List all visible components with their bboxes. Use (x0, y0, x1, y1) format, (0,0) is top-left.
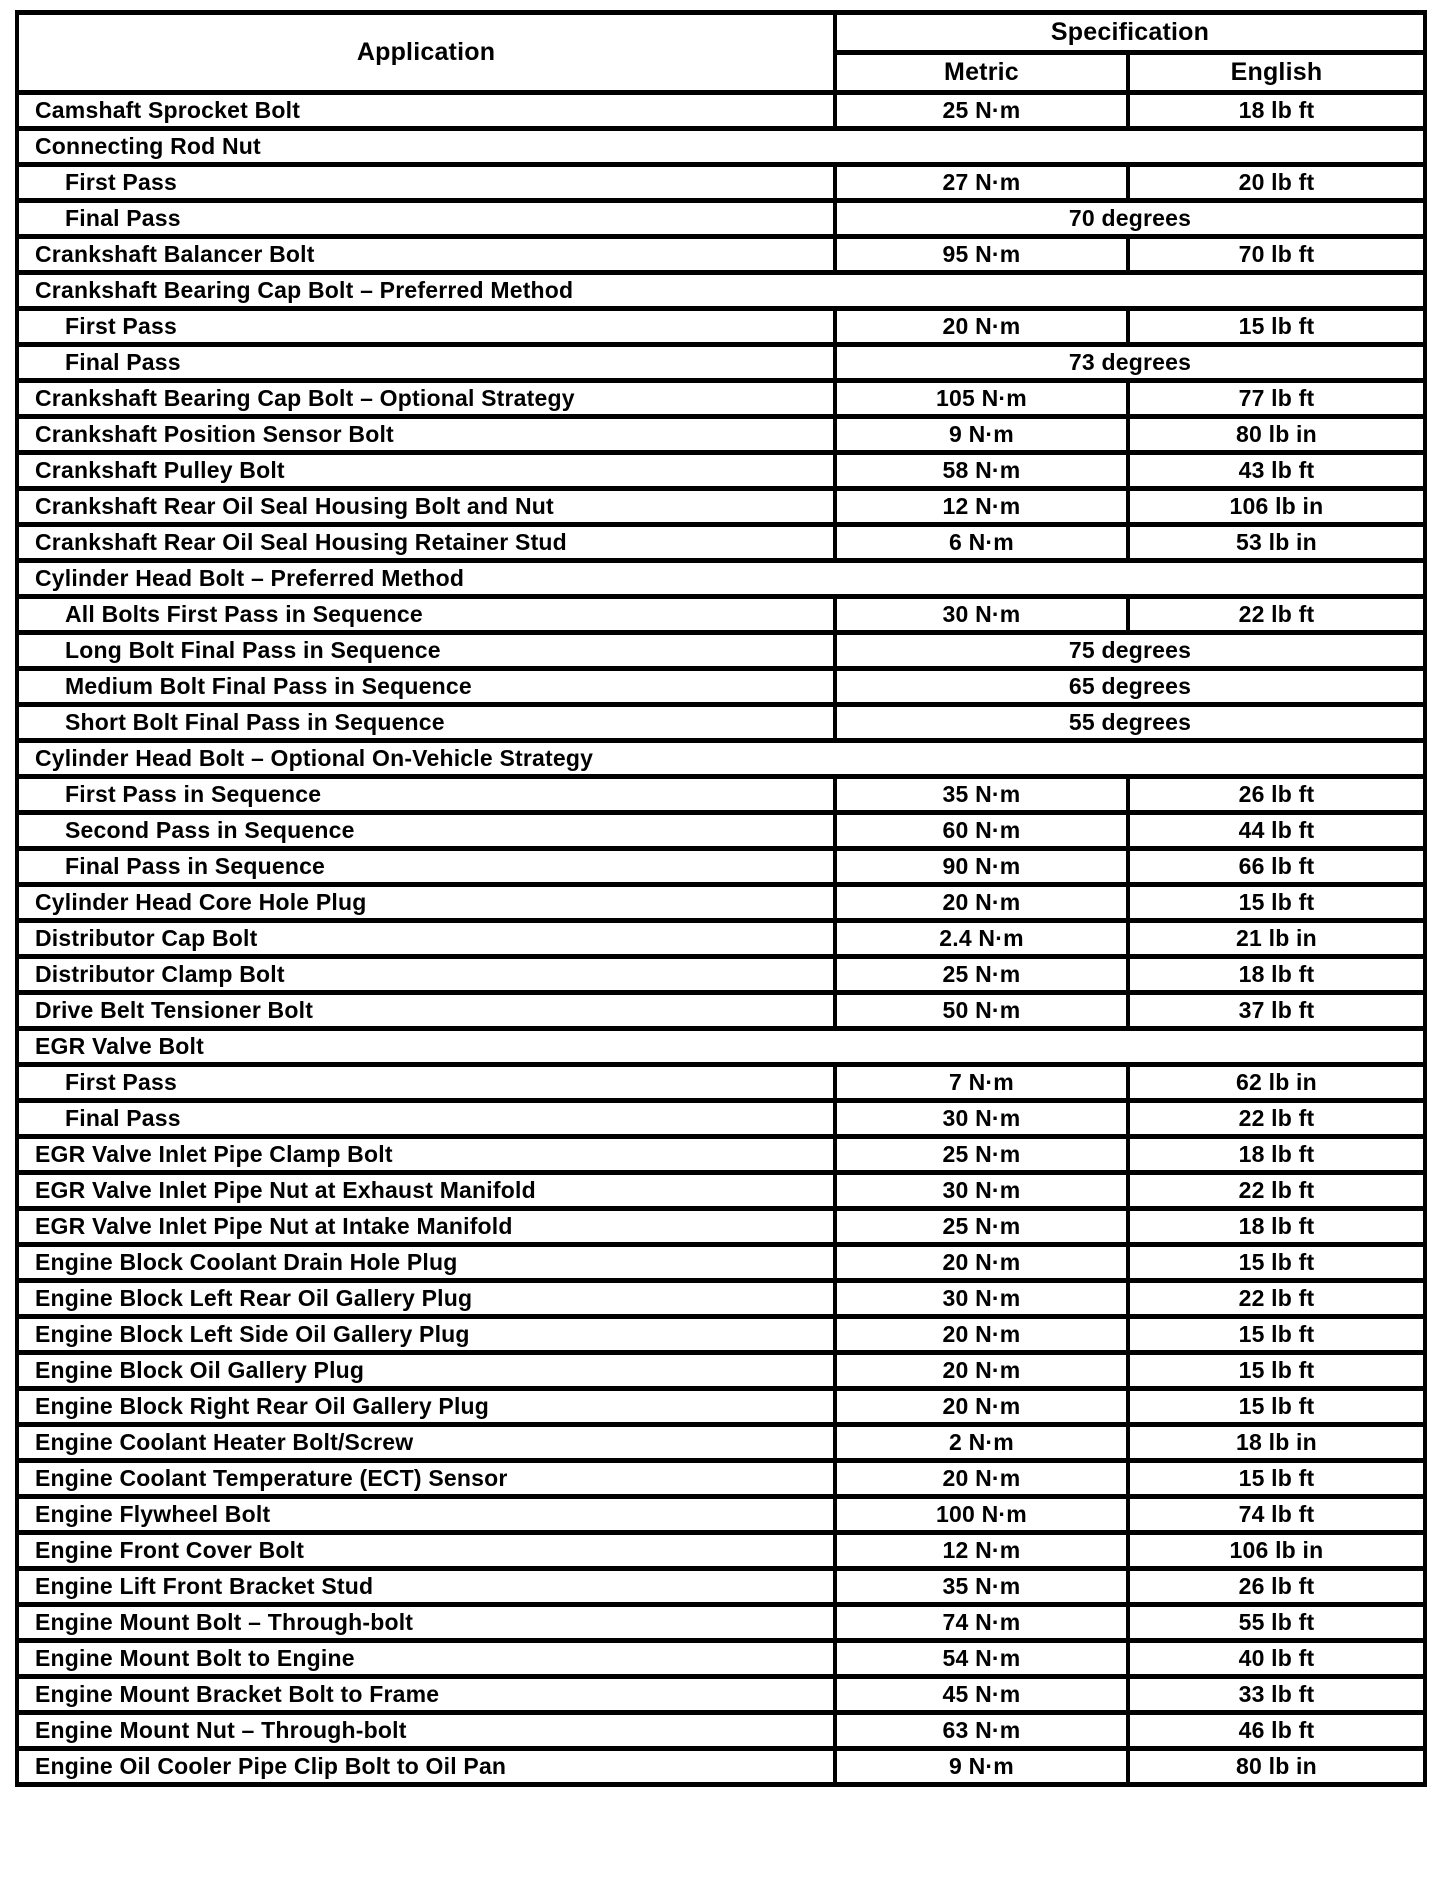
application-cell: First Pass (17, 309, 835, 345)
application-cell: Engine Coolant Heater Bolt/Screw (17, 1425, 835, 1461)
application-cell: Final Pass (17, 345, 835, 381)
column-header-specification: Specification (835, 13, 1425, 53)
table-row (17, 93, 1425, 129)
application-cell: Engine Mount Bracket Bolt to Frame (17, 1677, 835, 1713)
application-cell: All Bolts First Pass in Sequence (17, 597, 835, 633)
english-value-cell: 80 lb in (1128, 1749, 1425, 1785)
table-row (17, 1245, 1425, 1281)
metric-value-cell: 20 N·m (835, 1317, 1128, 1353)
section-label-cell: Cylinder Head Bolt – Preferred Method (17, 561, 1425, 597)
table-row (17, 669, 1425, 705)
application-cell: Engine Block Left Rear Oil Gallery Plug (17, 1281, 835, 1317)
english-value-cell: 18 lb ft (1128, 1209, 1425, 1245)
table-row (17, 1533, 1425, 1569)
english-value-cell: 44 lb ft (1128, 813, 1425, 849)
application-cell: Final Pass (17, 201, 835, 237)
english-value-cell: 62 lb in (1128, 1065, 1425, 1101)
metric-value-cell: 6 N·m (835, 525, 1128, 561)
metric-value-cell: 12 N·m (835, 489, 1128, 525)
table-row (17, 813, 1425, 849)
metric-value-cell: 9 N·m (835, 417, 1128, 453)
table-row (17, 1749, 1425, 1785)
application-cell: Final Pass (17, 1101, 835, 1137)
table-row (17, 1065, 1425, 1101)
english-value-cell: 20 lb ft (1128, 165, 1425, 201)
column-header-english: English (1128, 53, 1425, 93)
english-value-cell: 70 lb ft (1128, 237, 1425, 273)
application-cell: Engine Lift Front Bracket Stud (17, 1569, 835, 1605)
metric-value-cell: 2.4 N·m (835, 921, 1128, 957)
application-cell: Final Pass in Sequence (17, 849, 835, 885)
table-body (17, 93, 1425, 1785)
english-value-cell: 15 lb ft (1128, 1317, 1425, 1353)
section-row (17, 561, 1425, 597)
application-cell: Distributor Clamp Bolt (17, 957, 835, 993)
metric-value-cell: 30 N·m (835, 1101, 1128, 1137)
english-value-cell: 21 lb in (1128, 921, 1425, 957)
application-cell: Engine Coolant Temperature (ECT) Sensor (17, 1461, 835, 1497)
application-cell: Engine Flywheel Bolt (17, 1497, 835, 1533)
metric-value-cell: 20 N·m (835, 1461, 1128, 1497)
metric-value-cell: 25 N·m (835, 1137, 1128, 1173)
english-value-cell: 22 lb ft (1128, 597, 1425, 633)
table-row (17, 633, 1425, 669)
application-cell: Crankshaft Pulley Bolt (17, 453, 835, 489)
table-row (17, 1209, 1425, 1245)
english-value-cell: 53 lb in (1128, 525, 1425, 561)
section-row (17, 741, 1425, 777)
table-row (17, 1101, 1425, 1137)
table-row (17, 1497, 1425, 1533)
english-value-cell: 15 lb ft (1128, 1461, 1425, 1497)
table-row (17, 417, 1425, 453)
table-row (17, 381, 1425, 417)
application-cell: Cylinder Head Core Hole Plug (17, 885, 835, 921)
application-cell: Engine Oil Cooler Pipe Clip Bolt to Oil Pan (17, 1749, 835, 1785)
table-row (17, 1713, 1425, 1749)
metric-value-cell: 25 N·m (835, 93, 1128, 129)
english-value-cell: 22 lb ft (1128, 1173, 1425, 1209)
section-label-cell: Cylinder Head Bolt – Optional On-Vehicle Strategy (17, 741, 1425, 777)
metric-value-cell: 100 N·m (835, 1497, 1128, 1533)
metric-value-cell: 95 N·m (835, 237, 1128, 273)
english-value-cell: 15 lb ft (1128, 1245, 1425, 1281)
application-cell: Second Pass in Sequence (17, 813, 835, 849)
english-value-cell: 18 lb in (1128, 1425, 1425, 1461)
table-row (17, 525, 1425, 561)
table-row (17, 1641, 1425, 1677)
metric-value-cell: 20 N·m (835, 309, 1128, 345)
english-value-cell: 15 lb ft (1128, 1353, 1425, 1389)
application-cell: EGR Valve Inlet Pipe Clamp Bolt (17, 1137, 835, 1173)
application-cell: Camshaft Sprocket Bolt (17, 93, 835, 129)
table-row (17, 309, 1425, 345)
application-cell: First Pass (17, 165, 835, 201)
table-row (17, 453, 1425, 489)
metric-value-cell: 7 N·m (835, 1065, 1128, 1101)
table-row (17, 1605, 1425, 1641)
metric-value-cell: 35 N·m (835, 777, 1128, 813)
english-value-cell: 37 lb ft (1128, 993, 1425, 1029)
torque-specification-table (15, 10, 1427, 1787)
metric-value-cell: 90 N·m (835, 849, 1128, 885)
metric-value-cell: 20 N·m (835, 885, 1128, 921)
metric-value-cell: 2 N·m (835, 1425, 1128, 1461)
column-header-metric: Metric (835, 53, 1128, 93)
english-value-cell: 74 lb ft (1128, 1497, 1425, 1533)
english-value-cell: 43 lb ft (1128, 453, 1425, 489)
application-cell: Crankshaft Balancer Bolt (17, 237, 835, 273)
english-value-cell: 80 lb in (1128, 417, 1425, 453)
application-cell: Engine Mount Bolt to Engine (17, 1641, 835, 1677)
english-value-cell: 66 lb ft (1128, 849, 1425, 885)
application-cell: Short Bolt Final Pass in Sequence (17, 705, 835, 741)
english-value-cell: 106 lb in (1128, 489, 1425, 525)
degrees-value-cell: 55 degrees (835, 705, 1425, 741)
table-row (17, 1677, 1425, 1713)
english-value-cell: 77 lb ft (1128, 381, 1425, 417)
table-row (17, 1173, 1425, 1209)
english-value-cell: 106 lb in (1128, 1533, 1425, 1569)
table-row (17, 1425, 1425, 1461)
application-cell: Crankshaft Position Sensor Bolt (17, 417, 835, 453)
english-value-cell: 46 lb ft (1128, 1713, 1425, 1749)
table-row (17, 993, 1425, 1029)
header-row-specification (17, 13, 1425, 53)
metric-value-cell: 20 N·m (835, 1389, 1128, 1425)
degrees-value-cell: 73 degrees (835, 345, 1425, 381)
table-row (17, 237, 1425, 273)
english-value-cell: 26 lb ft (1128, 777, 1425, 813)
metric-value-cell: 60 N·m (835, 813, 1128, 849)
metric-value-cell: 20 N·m (835, 1245, 1128, 1281)
application-cell: First Pass (17, 1065, 835, 1101)
metric-value-cell: 25 N·m (835, 957, 1128, 993)
table-row (17, 921, 1425, 957)
english-value-cell: 18 lb ft (1128, 93, 1425, 129)
table-row (17, 165, 1425, 201)
application-cell: Long Bolt Final Pass in Sequence (17, 633, 835, 669)
english-value-cell: 15 lb ft (1128, 885, 1425, 921)
application-cell: Engine Block Left Side Oil Gallery Plug (17, 1317, 835, 1353)
application-cell: Engine Mount Bolt – Through-bolt (17, 1605, 835, 1641)
metric-value-cell: 45 N·m (835, 1677, 1128, 1713)
application-cell: EGR Valve Inlet Pipe Nut at Intake Manifold (17, 1209, 835, 1245)
table-row (17, 1137, 1425, 1173)
metric-value-cell: 12 N·m (835, 1533, 1128, 1569)
english-value-cell: 26 lb ft (1128, 1569, 1425, 1605)
metric-value-cell: 54 N·m (835, 1641, 1128, 1677)
table-row (17, 957, 1425, 993)
table-header (17, 13, 1425, 93)
table-row (17, 885, 1425, 921)
application-cell: Engine Block Right Rear Oil Gallery Plug (17, 1389, 835, 1425)
metric-value-cell: 58 N·m (835, 453, 1128, 489)
table-row (17, 777, 1425, 813)
table-row (17, 1389, 1425, 1425)
table-row (17, 597, 1425, 633)
table-row (17, 705, 1425, 741)
table-row (17, 1353, 1425, 1389)
metric-value-cell: 63 N·m (835, 1713, 1128, 1749)
metric-value-cell: 30 N·m (835, 597, 1128, 633)
table-row (17, 489, 1425, 525)
application-cell: Engine Mount Nut – Through-bolt (17, 1713, 835, 1749)
degrees-value-cell: 70 degrees (835, 201, 1425, 237)
application-cell: First Pass in Sequence (17, 777, 835, 813)
section-row (17, 273, 1425, 309)
english-value-cell: 40 lb ft (1128, 1641, 1425, 1677)
section-label-cell: EGR Valve Bolt (17, 1029, 1425, 1065)
table-row (17, 1461, 1425, 1497)
metric-value-cell: 20 N·m (835, 1353, 1128, 1389)
table-row (17, 201, 1425, 237)
metric-value-cell: 27 N·m (835, 165, 1128, 201)
metric-value-cell: 35 N·m (835, 1569, 1128, 1605)
english-value-cell: 22 lb ft (1128, 1101, 1425, 1137)
metric-value-cell: 74 N·m (835, 1605, 1128, 1641)
application-cell: Drive Belt Tensioner Bolt (17, 993, 835, 1029)
application-cell: Engine Front Cover Bolt (17, 1533, 835, 1569)
metric-value-cell: 25 N·m (835, 1209, 1128, 1245)
application-cell: Distributor Cap Bolt (17, 921, 835, 957)
english-value-cell: 18 lb ft (1128, 1137, 1425, 1173)
english-value-cell: 33 lb ft (1128, 1677, 1425, 1713)
application-cell: Crankshaft Rear Oil Seal Housing Retainer Stud (17, 525, 835, 561)
table-row (17, 1317, 1425, 1353)
english-value-cell: 18 lb ft (1128, 957, 1425, 993)
section-row (17, 129, 1425, 165)
english-value-cell: 22 lb ft (1128, 1281, 1425, 1317)
english-value-cell: 15 lb ft (1128, 309, 1425, 345)
english-value-cell: 15 lb ft (1128, 1389, 1425, 1425)
metric-value-cell: 50 N·m (835, 993, 1128, 1029)
metric-value-cell: 9 N·m (835, 1749, 1128, 1785)
application-cell: EGR Valve Inlet Pipe Nut at Exhaust Manifold (17, 1173, 835, 1209)
application-cell: Crankshaft Rear Oil Seal Housing Bolt and Nut (17, 489, 835, 525)
application-cell: Engine Block Coolant Drain Hole Plug (17, 1245, 835, 1281)
degrees-value-cell: 65 degrees (835, 669, 1425, 705)
section-label-cell: Connecting Rod Nut (17, 129, 1425, 165)
degrees-value-cell: 75 degrees (835, 633, 1425, 669)
table-row (17, 1281, 1425, 1317)
column-header-application: Application (17, 13, 835, 93)
table-row (17, 345, 1425, 381)
application-cell: Engine Block Oil Gallery Plug (17, 1353, 835, 1389)
table-row (17, 1569, 1425, 1605)
section-row (17, 1029, 1425, 1065)
section-label-cell: Crankshaft Bearing Cap Bolt – Preferred Method (17, 273, 1425, 309)
application-cell: Crankshaft Bearing Cap Bolt – Optional Strategy (17, 381, 835, 417)
metric-value-cell: 105 N·m (835, 381, 1128, 417)
table-row (17, 849, 1425, 885)
metric-value-cell: 30 N·m (835, 1281, 1128, 1317)
english-value-cell: 55 lb ft (1128, 1605, 1425, 1641)
metric-value-cell: 30 N·m (835, 1173, 1128, 1209)
application-cell: Medium Bolt Final Pass in Sequence (17, 669, 835, 705)
